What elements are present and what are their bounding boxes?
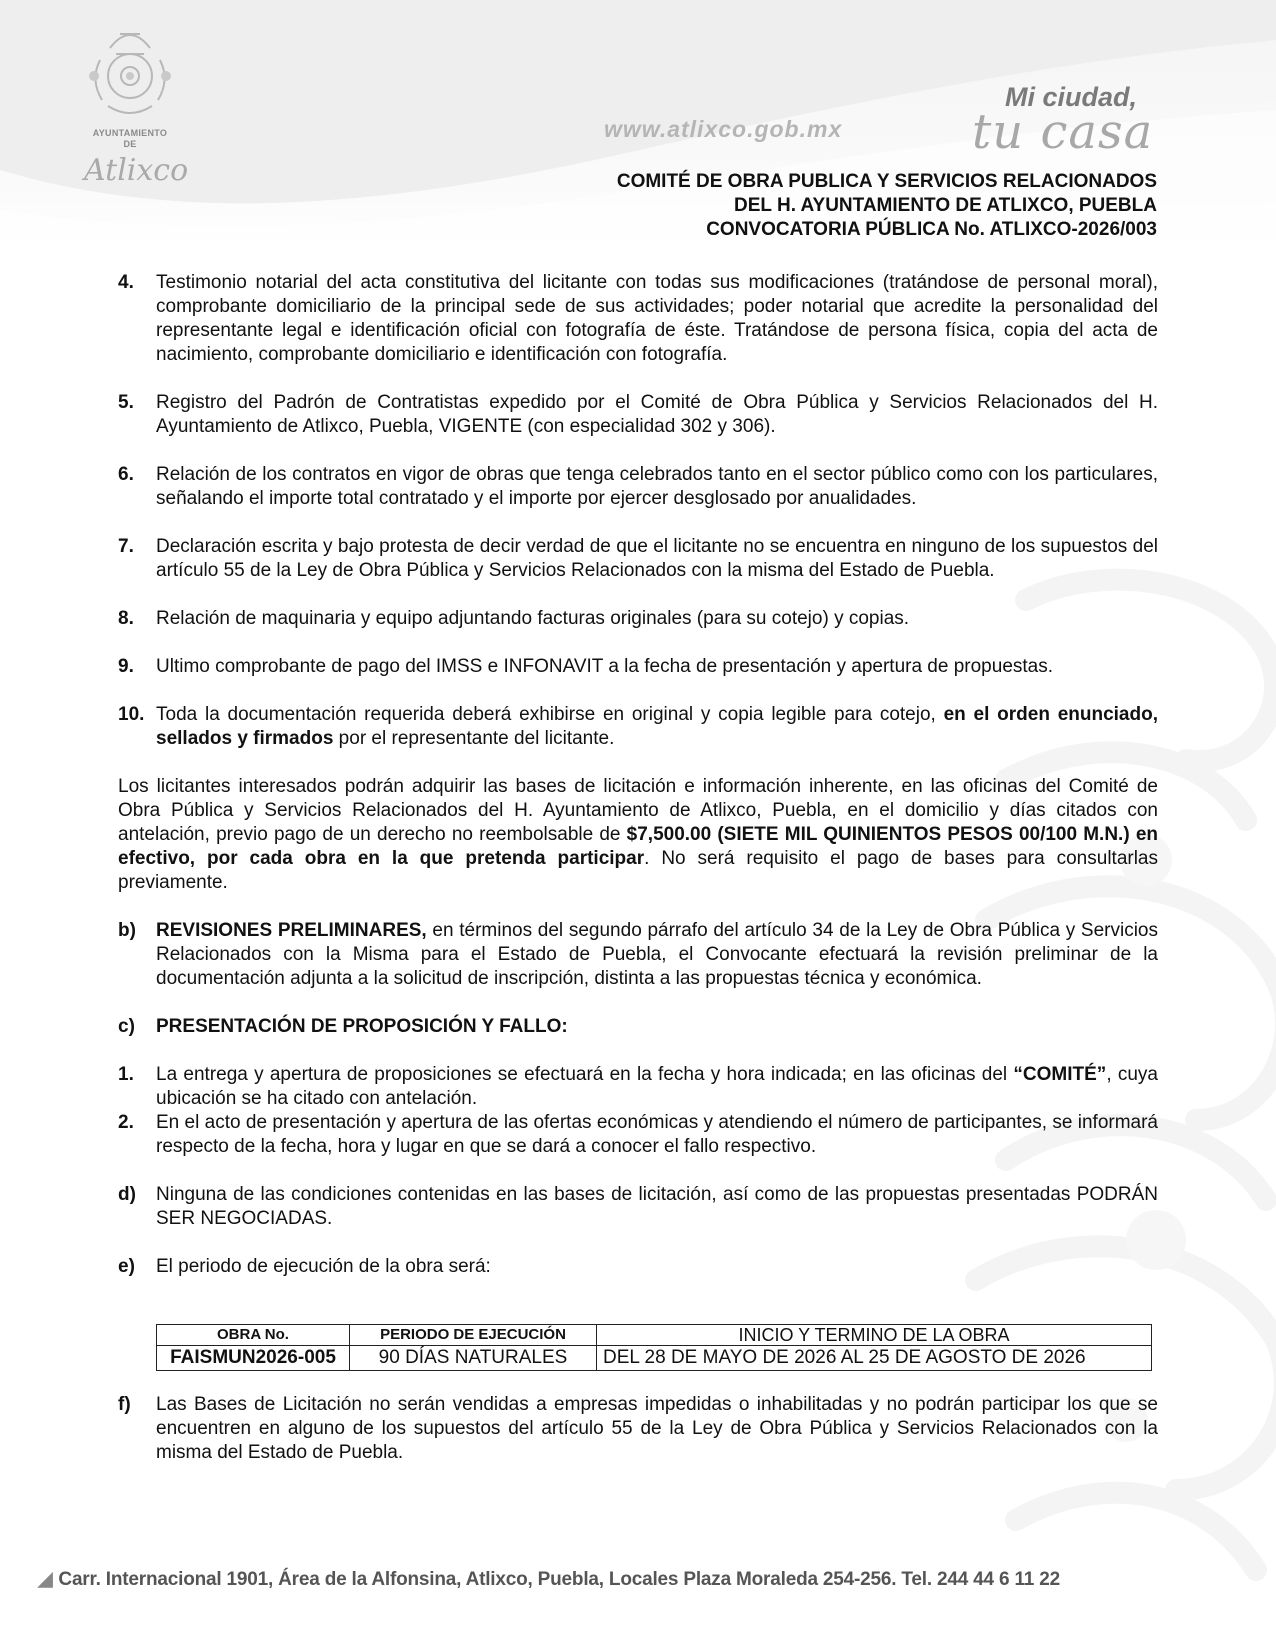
coat-of-arms-icon [80,20,180,128]
requirement-item: 4. Testimonio notarial del acta constitutiva del licitante con todas sus modificaciones (tratándose de personal moral), comprobante domiciliario de la principal sede de sus actividades; poder notarial que acredite la personalidad del representante legal e identificación oficial con fotografía de éste. Tratándose de persona física, copia del acta de nacimiento, comprobante domiciliario e identificación con fotografía. [118,272,1158,365]
ayuntamiento-logo [80,20,190,188]
requirement-item: 7. Declaración escrita y bajo protesta de decir verdad de que el licitante no se encuentra en ninguno de los supuestos del artículo 55 de la Ley de Obra Pública y Servicios Relacionados con la misma del Estado de Puebla. [118,536,1158,581]
requirement-item: 5. Registro del Padrón de Contratistas expedido por el Comité de Obra Pública y Servicios Relacionados del H. Ayuntamiento de Atlixco, Puebla, VIGENTE (con especialidad 302 y 306). [118,392,1158,437]
table-row [157,1346,1152,1371]
requirement-item: 9. Ultimo comprobante de pago del IMSS e INFONAVIT a la fecha de presentación y apertura de propuestas. [118,656,1054,677]
table-header-cell: OBRA No. [157,1325,350,1346]
section-c-title: c) PRESENTACIÓN DE PROPOSICIÓN Y FALLO: [118,1016,568,1037]
requirement-item: 8. Relación de maquinaria y equipo adjuntando facturas originales (para su cotejo) y copias. [118,608,910,629]
section-b: b) REVISIONES PRELIMINARES, en términos del segundo párrafo del artículo 34 de la Ley de Obra Pública y Servicios Relacionados con la Misma para el Estado de Puebla, el Convocante efectuará la revisión preliminar de la documentación adjunta a la solicitud de inscripción, distinta a las propuestas técnica y económica. [118,920,1158,989]
section-f: f) Las Bases de Licitación no serán vendidas a empresas impedidas o inhabilitadas y no podrán participar los que se encuentren en alguno de los supuestos del artículo 55 de la Ley de Obra Pública y Servicios Relacionados con la misma del Estado de Puebla. [118,1394,1158,1463]
footer-address: ◢ Carr. Internacional 1901, Área de la Alfonsina, Atlixco, Puebla, Locales Plaza Moraleda 254-256. Tel. 244 44 6 11 22 [38,1569,1060,1590]
requirement-item: 6. Relación de los contratos en vigor de obras que tenga celebrados tanto en el sector público como con los particulares, señalando el importe total contratado y el importe por ejercer desglosado por anualidades. [118,464,1158,509]
table-cell-fechas: DEL 28 DE MAYO DE 2026 AL 25 DE AGOSTO DE 2026 [597,1346,1152,1371]
triangle-icon: ◢ [38,1569,53,1590]
execution-period-table [156,1324,1152,1371]
heading-line-3: CONVOCATORIA PÚBLICA No. ATLIXCO-2026/003 [706,219,1157,240]
section-c-item-1: 1. La entrega y apertura de proposiciones se efectuará en la fecha y hora indicada; en las oficinas del “COMITÉ”, cuya ubicación se ha citado con antelación. [118,1064,1158,1109]
table-header-cell: INICIO Y TERMINO DE LA OBRA [597,1325,1152,1346]
table-header-row [157,1325,1152,1346]
heading-line-2: DEL H. AYUNTAMIENTO DE ATLIXCO, PUEBLA [734,195,1157,216]
heading-line-1: COMITÉ DE OBRA PUBLICA Y SERVICIOS RELACIONADOS [616,171,1157,192]
section-d: d) Ninguna de las condiciones contenidas en las bases de licitación, así como de las propuestas presentadas PODRÁN SER NEGOCIADAS. [118,1184,1158,1229]
section-c-item-2: 2. En el acto de presentación y apertura de las ofertas económicas y atendiendo el número de participantes, se informará respecto de la fecha, hora y lugar en que se dará a conocer el fallo respectivo. [118,1112,1158,1157]
section-e: e) El periodo de ejecución de la obra será: [118,1256,491,1277]
website-url: www.atlixco.gob.mx [604,116,843,142]
slogan-line-1: Mi ciudad, [1005,82,1138,112]
requirement-item-10: 10. Toda la documentación requerida deberá exhibirse en original y copia legible para cotejo, en el orden enunciado, sellados y firmados por el representante del licitante. [118,704,1158,749]
table-cell-obra: FAISMUN2026-005 [157,1346,350,1371]
logo-script-text: Atlixco [84,153,189,188]
table-header-cell: PERIODO DE EJECUCIÓN [350,1325,597,1346]
logo-caption: AYUNTAMIENTO DE [92,128,168,149]
slogan-line-2: tu casa [972,104,1154,160]
document-heading [617,170,1157,242]
bases-paragraph: Los licitantes interesados podrán adquirir las bases de licitación e información inherente, en las oficinas del Comité de Obra Pública y Servicios Relacionados del H. Ayuntamiento de Atlixco, Puebla, en el domicilio y días citados con antelación, previo pago de un derecho no reembolsable de $7,500.00 (SIETE MIL QUINIENTOS PESOS 00/100 M.N.) en efectivo, por cada obra en la que pretenda participar. No será requisito el pago de bases para consultarlas previamente. [118,776,1159,893]
table-cell-periodo: 90 DÍAS NATURALES [350,1346,597,1371]
document-body [118,271,1158,1465]
